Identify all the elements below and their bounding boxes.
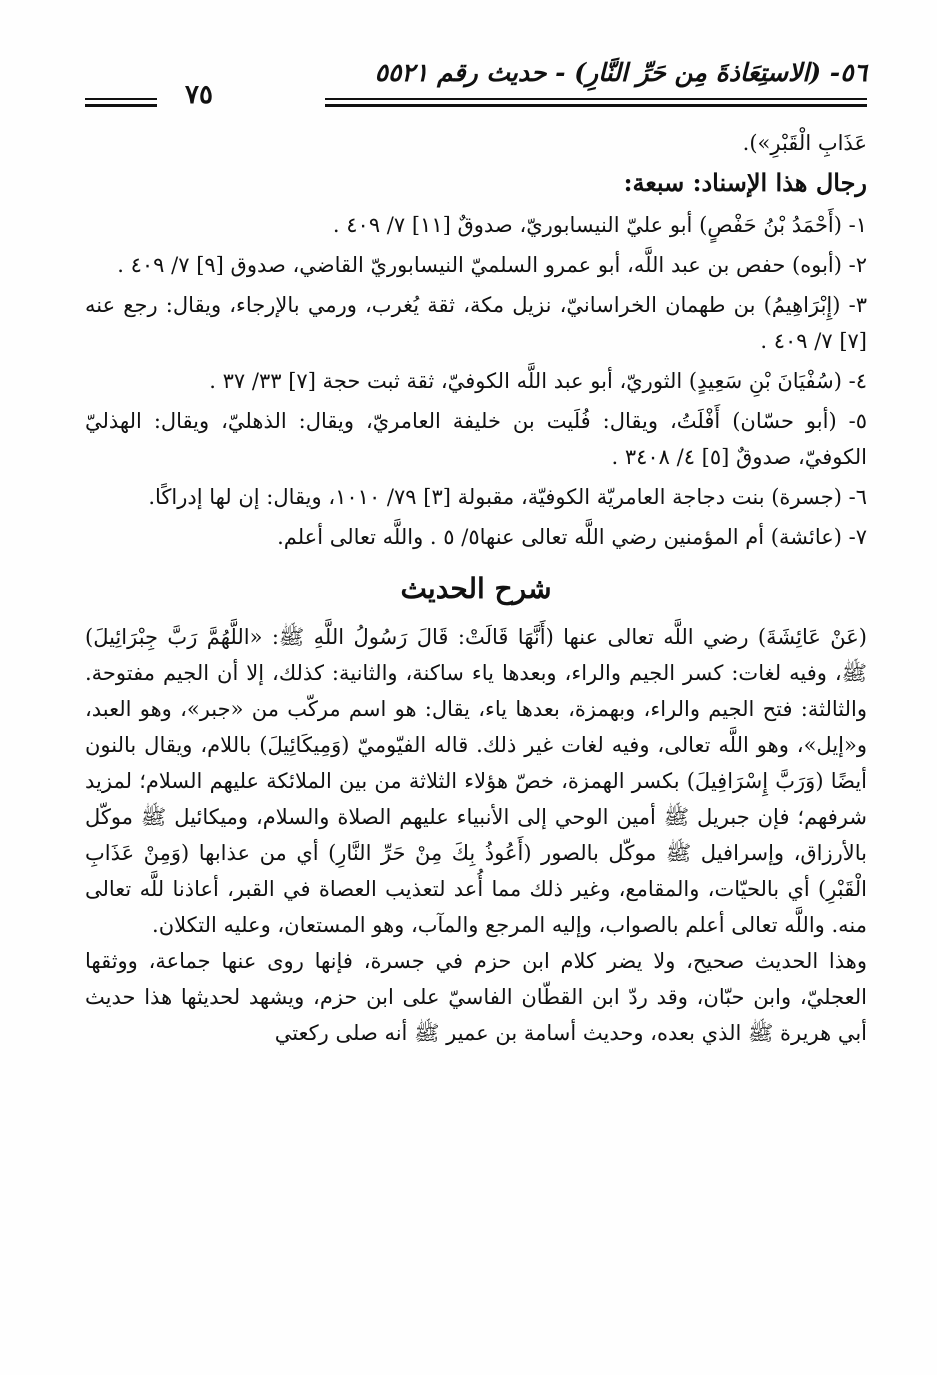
closing-paragraph: وهذا الحديث صحيح، ولا يضر كلام ابن حزم في جسرة، فإنها روى عنها جماعة، ووثقها العجليّ، وابن حبّان، وقد ردّ ابن القطّان الفاسيّ على ابن حزم، ويشهد لحديثها هذا حديث أبي هريرة ﷺ الذي بعده، وحديث أسامة بن عمير ﷺ أنه صلى ركعتي <box>85 949 867 1045</box>
page-number-rule-thick <box>85 104 157 107</box>
opening-line: عَذَابِ الْقَبْرِ»). <box>742 131 867 155</box>
narrators-heading: رجال هذا الإسناد: سبعة: <box>623 168 867 197</box>
chapter-title: ٥٦- (الاستِعَاذةَ مِن حَرِّ النَّارِ) - حديث رقم ٥٥٢١ <box>374 58 867 87</box>
hadith-commentary: (عَنْ عَائِشَةَ) رضي اللَّه تعالى عنها (أَنَّهَا قَالَتْ: قَالَ رَسُولُ اللَّهِ ﷺ: «اللَّهُمَّ رَبَّ جِبْرَائِيلَ) ﷺ، وفيه لغات: كسر الجيم والراء، وبعدها ياء ساكنة، والثانية: كذلك، إلا أن الجيم مفتوحة. والثالثة: فتح الجيم والراء، وبهمزة، بعدها ياء، يقال: هو اسم مركّب من «جبر»، وهو العبد، و«إيل»، وهو اللَّه تعالى، وفيه لغات غير ذلك. قاله الفيّوميّ (وَمِيكَائِيلَ) باللام، ويقال بالنون أيضًا (وَرَبَّ إِسْرَافِيلَ) بكسر الهمزة، خصّ هؤلاء الثلاثة من بين الملائكة عليهم السلام؛ لمزيد شرفهم؛ فإن جبريل ﷺ أمين الوحي إلى الأنبياء عليهم الصلاة والسلام، وميكائيل ﷺ موكّل بالأرزاق، وإسرافيل ﷺ موكّل بالصور (أَعُوذُ بِكَ مِنْ حَرِّ النَّارِ) أي من عذابها (وَمِنْ عَذَابِ الْقَبْرِ) أي بالحيّات، والمقامع، وغير ذلك مما أُعد لتعذيب العصاة في القبر، أعاذنا للَّه تعالى منه. واللَّه تعالى أعلم بالصواب، وإليه المرجع والمآب، وهو المستعان، وعليه التكلان. <box>85 625 867 937</box>
header-rule <box>325 98 867 100</box>
page-header <box>85 58 867 120</box>
header-rule-thick <box>325 104 867 107</box>
page-body <box>85 125 867 1051</box>
narrator-3: ٣- (إِبْرَاهِيمُ) بن طهمان الخراسانيّ، نزيل مكة، ثقة يُغرب، ورمي بالإرجاء، ويقال: رجع عنه [٧] ٧/ ٤٠٩ . <box>85 293 867 353</box>
narrator-5: ٥- (أبو حسّان) أَفْلَتُ، ويقال: فُلَيت بن خليفة العامريّ، ويقال: الذهليّ، ويقال: الهذليّ الكوفيّ، صدوقٌ [٥] ٤/ ٣٤٠٨ . <box>85 409 867 469</box>
narrator-7: ٧- (عائشة) أم المؤمنين رضي اللَّه تعالى عنها٥/ ٥ . واللَّه تعالى أعلم. <box>277 525 867 549</box>
narrator-1: ١- (أَحْمَدُ بْنُ حَفْصٍ) أبو عليّ النيسابوريّ، صدوقٌ [١١] ٧/ ٤٠٩ . <box>332 213 867 237</box>
page-number-rule <box>85 98 157 100</box>
narrator-2: ٢- (أبوه) حفص بن عبد اللَّه، أبو عمرو السلميّ النيسابوريّ القاضي، صدوق [٩] ٧/ ٤٠٩ . <box>117 253 867 277</box>
narrator-4: ٤- (سُفْيَانَ بْنِ سَعِيدٍ) الثوريّ، أبو عبد اللَّه الكوفيّ، ثقة ثبت حجة [٧] ٣٣/ ٣٧ . <box>209 369 867 393</box>
section-title: شرح الحديث <box>400 572 552 605</box>
page-number: ٧٥ <box>185 80 213 110</box>
narrator-6: ٦- (جسرة) بنت دجاجة العامريّة الكوفيّة، مقبولة [٣] ٧٩/ ١٠١٠، ويقال: إن لها إدراكًا. <box>148 485 867 509</box>
